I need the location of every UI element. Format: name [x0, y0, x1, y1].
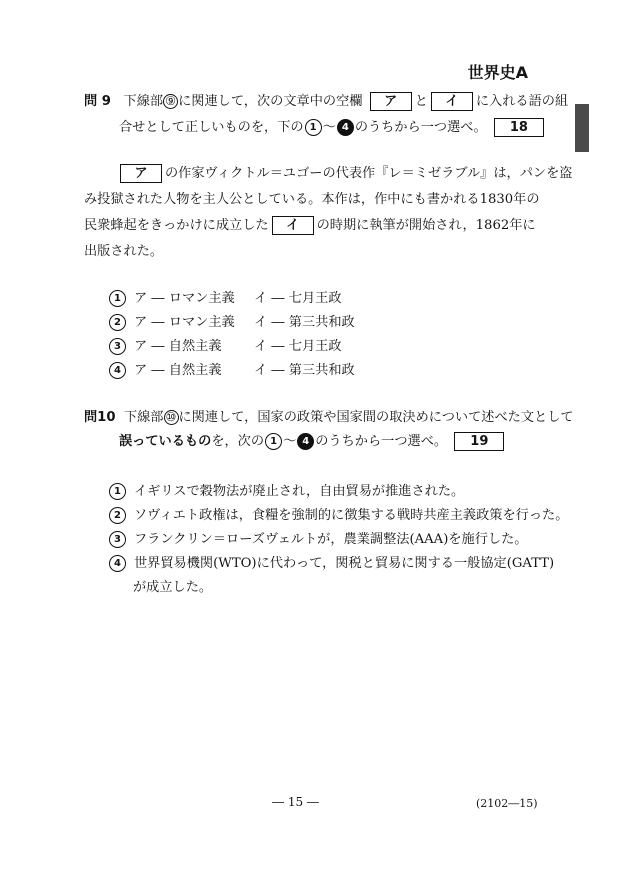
option-a: ア ― ロマン主義 [134, 315, 235, 330]
option-i: イ ― 第三共和政 [254, 363, 355, 378]
option-text: フランクリン＝ローズヴェルトが，農業調整法(AAA)を施行した。 [134, 532, 528, 547]
answer-number-box-18: 18 [494, 118, 544, 137]
q10-label: 問10 [84, 410, 116, 425]
option-a: ア ― ロマン主義 [134, 291, 235, 306]
q10-underline-ref: ⑩ [164, 410, 179, 425]
choice-range-start: 1 [265, 433, 282, 450]
q9-text: に関連して，次の文章中の空欄 [178, 94, 363, 109]
q9-text: に入れる語の組 [475, 94, 569, 109]
passage-text: の時期に執筆が開始され，1862年に [316, 218, 536, 233]
q9-label: 問 9 [84, 94, 111, 109]
q10-option-2[interactable] [108, 506, 568, 526]
option-number: 4 [109, 555, 126, 572]
q9-line-2 [119, 118, 547, 138]
option-text: ソヴィエト政権は，食糧を強制的に徴集する戦時共産主義政策を行った。 [134, 508, 569, 523]
blank-box-i: イ [272, 216, 314, 235]
page-number: ― 15 ― [272, 795, 319, 809]
side-index-tab [575, 104, 589, 152]
choice-range-end: 4 [337, 119, 354, 136]
answer-number-box-19: 19 [454, 432, 504, 451]
option-a: ア ― 自然主義 [134, 339, 222, 354]
q9-text: 下線部 [123, 94, 164, 109]
q9-option-3[interactable] [108, 337, 342, 357]
q9-line-1 [84, 92, 568, 112]
blank-box-a: ア [370, 92, 412, 111]
choice-range-end: 4 [297, 433, 314, 450]
q10-option-4-continuation: が成立した。 [133, 580, 213, 595]
passage-line-1 [120, 164, 573, 184]
option-number: 4 [109, 362, 126, 379]
q9-text: 合せとして正しいものを，下の [119, 120, 304, 135]
blank-box-i: イ [431, 92, 473, 111]
q10-option-1[interactable] [108, 482, 464, 502]
q10-emphasis: 誤っているもの [119, 434, 212, 449]
option-number: 2 [109, 314, 126, 331]
q10-text: ～ [283, 434, 297, 449]
option-number: 3 [109, 531, 126, 548]
choice-range-start: 1 [305, 119, 322, 136]
q9-option-4[interactable] [108, 361, 355, 381]
q9-underline-ref: ⑨ [163, 94, 178, 109]
passage-line-2: み投獄された人物を主人公としている。本作は，作中にも書かれる1830年の [84, 192, 540, 207]
option-number: 1 [109, 290, 126, 307]
q10-option-3[interactable] [108, 530, 527, 550]
option-number: 1 [109, 483, 126, 500]
passage-line-3 [84, 216, 536, 236]
option-i: イ ― 七月王政 [254, 339, 342, 354]
option-i: イ ― 第三共和政 [254, 315, 355, 330]
option-text: イギリスで穀物法が廃止され，自由貿易が推進された。 [134, 484, 465, 499]
q9-text: のうちから一つ選べ。 [354, 120, 487, 135]
q10-option-4[interactable] [108, 554, 554, 574]
option-text: 世界貿易機関(WTO)に代わって，関税と貿易に関する一般協定(GATT) [134, 556, 555, 571]
q10-line-1 [84, 408, 574, 428]
q9-text: ～ [322, 120, 336, 135]
option-number: 3 [109, 338, 126, 355]
q10-text: のうちから一つ選べ。 [315, 434, 448, 449]
option-i: イ ― 七月王政 [254, 291, 342, 306]
passage-text: 民衆蜂起をきっかけに成立した [84, 218, 269, 233]
option-number: 2 [109, 507, 126, 524]
q10-line-2 [119, 432, 507, 452]
q9-option-2[interactable] [108, 313, 355, 333]
blank-box-a: ア [120, 164, 162, 183]
exam-code: (2102―15) [476, 797, 538, 810]
q9-option-1[interactable] [108, 289, 342, 309]
passage-text: の作家ヴィクトル＝ユゴーの代表作『レ＝ミゼラブル』は，パンを盗 [165, 166, 573, 181]
q10-text: に関連して，国家の政策や国家間の取決めについて述べた文として [178, 410, 574, 425]
q10-text: を，次の [211, 434, 265, 449]
q9-text: と [414, 94, 428, 109]
q10-text: 下線部 [123, 410, 164, 425]
passage-line-4: 出版された。 [84, 244, 164, 259]
option-a: ア ― 自然主義 [134, 363, 222, 378]
subject-title: 世界史A [467, 63, 528, 82]
